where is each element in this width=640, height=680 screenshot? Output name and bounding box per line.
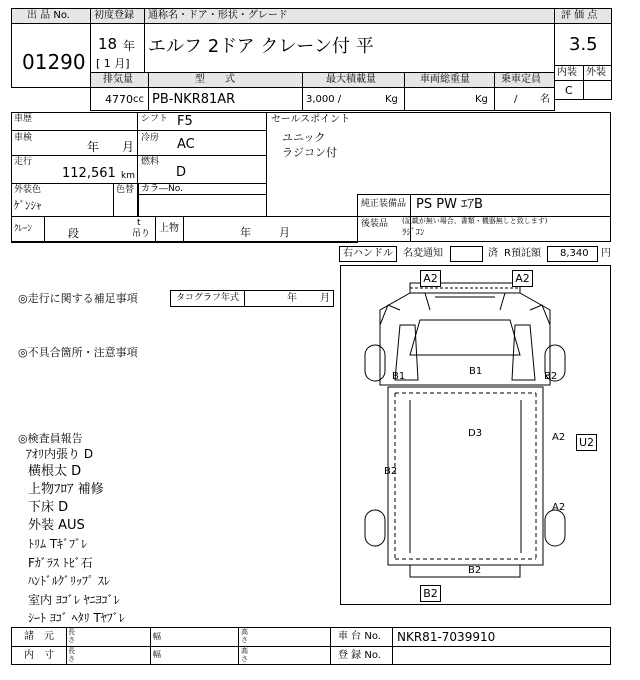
score-label: 評 価 点 xyxy=(561,10,598,21)
interior-label: 内装 xyxy=(557,67,577,78)
lot-number: 01290 xyxy=(22,50,86,74)
damage-mark-bed-center: D3 xyxy=(468,428,483,439)
inspector-line: ﾊﾝﾄﾞﾙｸﾞﾘｯﾌﾟ ｽﾚ xyxy=(28,574,110,588)
damage-mark-cab-center: B1 xyxy=(469,366,483,377)
width-label: 幅 xyxy=(153,632,161,641)
mileage-value: 112,561 xyxy=(62,166,116,181)
recycle-amount: 8,340 xyxy=(560,248,589,259)
damage-mark-bed-right-lower: A2 xyxy=(552,502,566,513)
inspector-line: ｼｰﾄ ﾖｺﾞ ﾍﾀﾘ Tﾔﾌﾞﾚ xyxy=(28,611,125,625)
crane-hang: 吊り xyxy=(132,229,151,239)
mileage-label: 走行 xyxy=(14,157,33,167)
model-label: 通称名・ドア・形状・グレード xyxy=(148,10,288,21)
length-label: 長さ xyxy=(68,628,75,644)
fuel-value: D xyxy=(176,165,187,180)
inspector-line: 上物ﾌﾛｱ 補修 xyxy=(28,482,104,497)
first-registration-label: 初度登録 xyxy=(94,10,134,21)
crane-stage: 段 xyxy=(68,227,79,240)
height-label: 高さ xyxy=(241,628,248,644)
driving-notes-title: ◎走行に関する補足事項 xyxy=(18,292,138,305)
inspector-report-title: ◎検査員報告 xyxy=(18,432,83,445)
displacement-unit: cc xyxy=(133,94,144,105)
max-load-label: 最大積載量 xyxy=(326,74,376,85)
exterior-label: 外装 xyxy=(586,67,606,78)
damage-mark-front-left: A2 xyxy=(420,270,441,287)
damage-mark-cab-left: B1 xyxy=(392,371,406,382)
model-type-value: PB-NKR81AR xyxy=(152,92,236,107)
gvw-label: 車両総重量 xyxy=(420,74,470,85)
width-label: 幅 xyxy=(153,650,161,659)
sales-point-2: ラジコン付 xyxy=(282,146,337,159)
lot-label: 出 品 No. xyxy=(27,10,70,21)
complete-label: 済 xyxy=(488,248,498,259)
ac-value: AC xyxy=(177,137,195,152)
inspector-line: 横根太 D xyxy=(28,464,82,479)
name-change-label: 名変通知 xyxy=(403,248,443,259)
inspection-month: 月 xyxy=(122,140,135,154)
recycle-unit: 円 xyxy=(601,248,611,259)
mileage-unit: km xyxy=(121,171,135,181)
upper-structure-label: 上物 xyxy=(159,223,179,234)
registration-label: 登 録 No. xyxy=(338,650,381,661)
color-value: ｹﾞﾝｼｬ xyxy=(14,199,42,212)
upper-year: 年 xyxy=(240,226,251,239)
crane-label: ｸﾚｰﾝ xyxy=(14,224,33,234)
max-load-value: 3,000 / xyxy=(306,94,342,105)
color-label: 外装色 xyxy=(14,185,42,195)
color-number-label: カラ―No. xyxy=(141,184,183,194)
displacement-value: 4770 xyxy=(105,93,133,106)
damage-mark-front-right: A2 xyxy=(512,270,533,287)
recycle-label: R預託額 xyxy=(504,248,541,259)
ac-label: 冷房 xyxy=(141,133,160,143)
type-label: 型 式 xyxy=(195,74,235,85)
inspector-line: 外装 AUS xyxy=(28,518,85,533)
damage-mark-bed-left: B2 xyxy=(384,466,398,477)
fuel-label: 燃料 xyxy=(141,157,160,167)
aftermarket-value: ﾗｼﾞｺﾝ xyxy=(402,228,425,238)
color-change-label: 色替 xyxy=(116,185,135,195)
crane-ton: t xyxy=(137,218,141,228)
dims-label: 内 寸 xyxy=(24,650,54,661)
upper-month: 月 xyxy=(279,226,290,239)
inspector-line: Fｶﾞﾗｽ ﾄﾋﾞ石 xyxy=(28,556,93,570)
damage-mark-bed-right-upper: A2 xyxy=(552,432,566,443)
rhd-label: 右ハンドル xyxy=(343,248,393,259)
equipment-label: 純正装備品 xyxy=(361,199,407,209)
chassis-label: 車 台 No. xyxy=(338,631,381,642)
capacity-label: 乗車定員 xyxy=(501,74,541,85)
inspector-line: ｱｵﾘ内張り D xyxy=(26,447,94,461)
damage-mark-rear-center: B2 xyxy=(468,565,482,576)
chassis-number: NKR81-7039910 xyxy=(397,630,496,644)
aftermarket-label: 後装品 xyxy=(361,219,389,229)
inspector-line: ﾄﾘﾑ Tｷﾞﾌﾞﾚ xyxy=(28,537,88,551)
inspection-label: 車検 xyxy=(14,133,33,143)
equipment-value: PS PW ｴｱB xyxy=(416,197,483,212)
sales-points-label: セールスポイント xyxy=(271,114,351,125)
name-change-box xyxy=(450,246,483,262)
tachograph-month: 月 xyxy=(320,293,330,304)
gvw-unit: Kg xyxy=(475,94,488,105)
length-label: 長さ xyxy=(68,647,75,663)
sales-point-1: ユニック xyxy=(282,131,326,144)
inspector-line: 室内 ﾖｺﾞﾚ ﾔﾆﾖｺﾞﾚ xyxy=(28,593,120,607)
interior-grade: C xyxy=(565,84,573,97)
max-load-unit: Kg xyxy=(385,94,398,105)
shift-label: シフト xyxy=(141,114,169,124)
capacity-value: / xyxy=(514,94,518,105)
registration-year-unit: 年 xyxy=(123,39,136,53)
specs-label: 諸 元 xyxy=(24,631,54,642)
damage-mark-cab-right: B2 xyxy=(544,371,558,382)
registration-month: [ 1 月] xyxy=(96,57,130,70)
damage-mark-side-tag: U2 xyxy=(576,434,597,451)
tachograph-year: 年 xyxy=(287,293,297,304)
shift-value: F5 xyxy=(177,114,193,129)
model-name: エルフ 2ドア クレーン付 平 xyxy=(148,36,374,57)
damage-mark-rear-tag: B2 xyxy=(420,585,441,602)
inspector-line: 下床 D xyxy=(28,500,69,515)
history-label: 車歴 xyxy=(14,114,33,124)
aftermarket-note: (記載が無い場合、書類・機器無しと致します) xyxy=(402,217,548,225)
displacement-label: 排気量 xyxy=(103,74,133,85)
tachograph-label: タコグラフ年式 xyxy=(176,293,240,303)
overall-score: 3.5 xyxy=(569,34,598,55)
registration-year: 18 xyxy=(98,35,118,53)
height-label: 高さ xyxy=(241,647,248,663)
inspection-year: 年 xyxy=(87,140,100,154)
capacity-unit: 名 xyxy=(540,94,550,105)
defects-title: ◎不具合箇所・注意事項 xyxy=(18,346,138,359)
